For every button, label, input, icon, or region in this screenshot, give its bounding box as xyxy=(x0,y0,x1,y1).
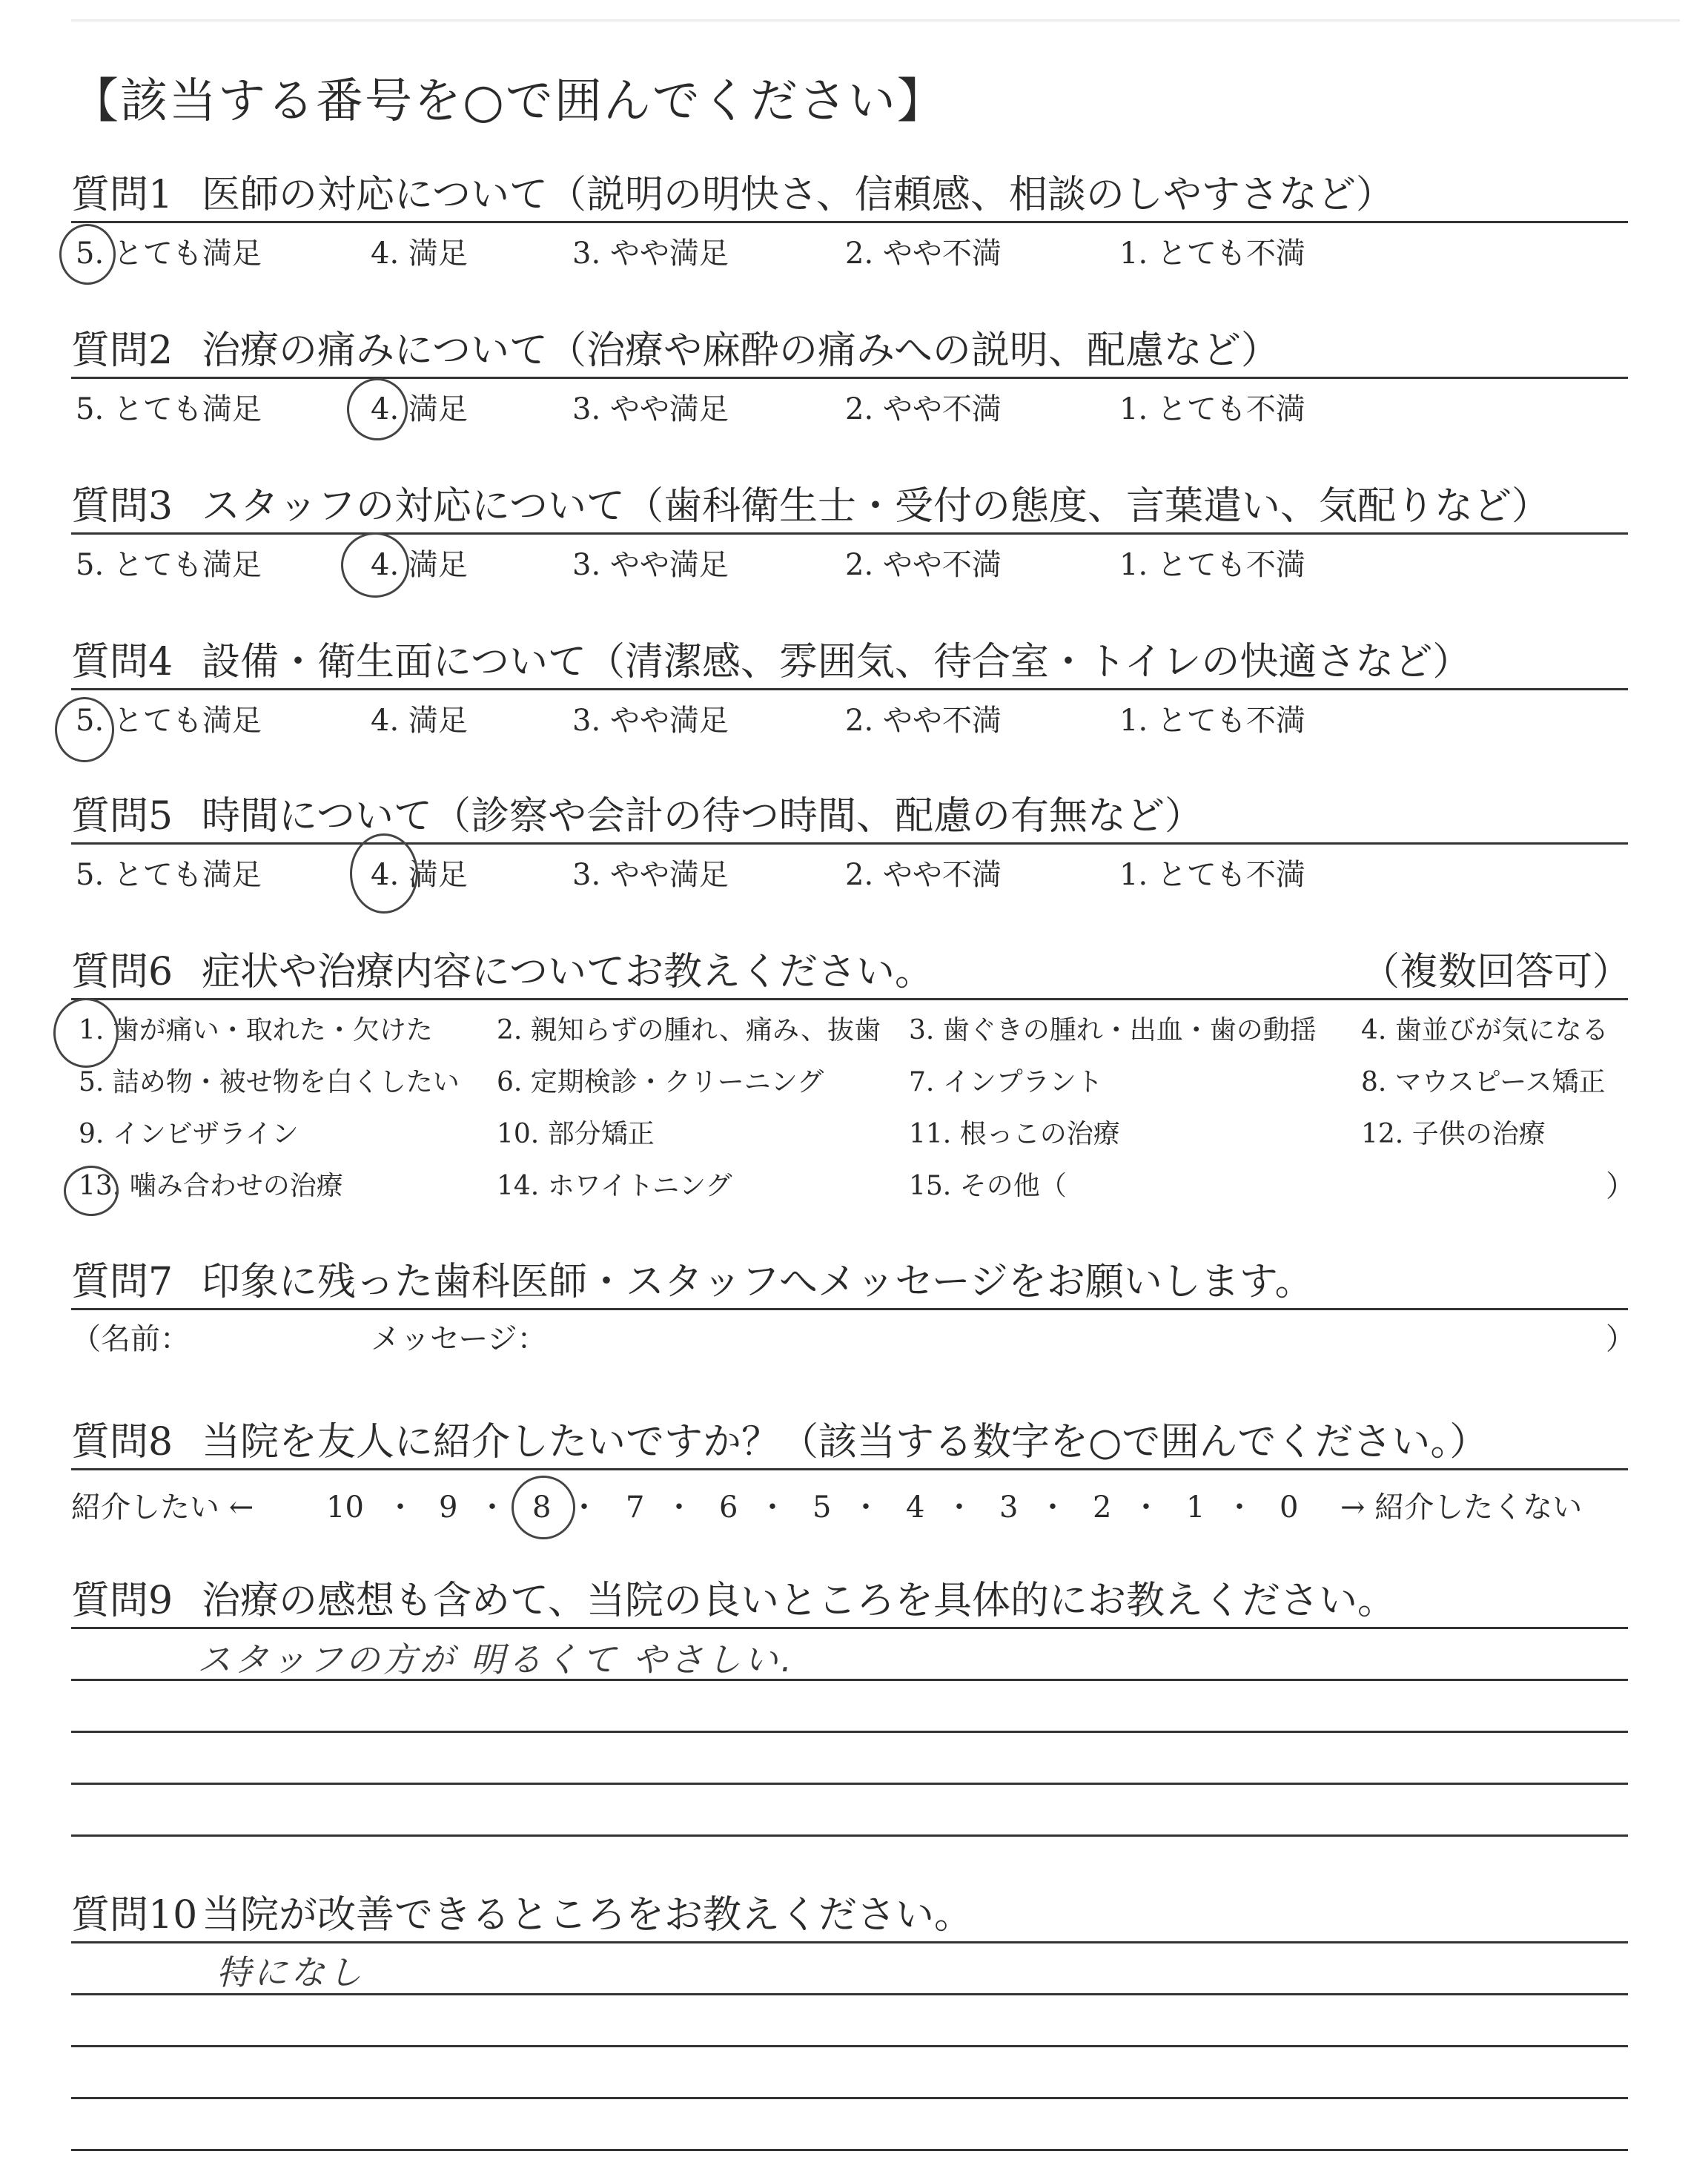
symptom-option-4[interactable]: 4. 歯並びが気になる xyxy=(1361,1015,1609,1046)
answer-rule xyxy=(71,1308,1628,1310)
symptom-option-13[interactable]: 13. 噛み合わせの治療 xyxy=(79,1171,343,1201)
question-2 xyxy=(71,325,1628,480)
selection-circle xyxy=(53,998,119,1068)
option-4[interactable]: 4. 満足 xyxy=(371,704,468,738)
other-close-paren: ） xyxy=(1606,1169,1635,1203)
question-number: 質問3 xyxy=(71,484,173,529)
option-5[interactable]: 5. とても満足 xyxy=(76,392,262,426)
option-3[interactable]: 3. やや満足 xyxy=(572,548,729,582)
question-number: 質問4 xyxy=(71,640,173,684)
option-1[interactable]: 1. とても不満 xyxy=(1119,548,1305,582)
option-3[interactable]: 3. やや満足 xyxy=(572,237,729,271)
multiple-answers-note: （複数回答可） xyxy=(1361,950,1632,994)
option-4[interactable]: 4. 満足 xyxy=(371,392,468,426)
answer-rule xyxy=(71,1468,1628,1470)
selection-circle xyxy=(347,378,408,440)
question-9 xyxy=(71,1575,1628,1857)
message-label: メッセージ： xyxy=(371,1322,547,1356)
question-number: 質問5 xyxy=(71,794,173,839)
question-number: 質問10 xyxy=(71,1893,198,1938)
scale-10[interactable]: 10 xyxy=(326,1490,364,1525)
question-9-heading xyxy=(71,1575,1396,1627)
question-text: 印象に残った歯科医師・スタッフへメッセージをお願いします。 xyxy=(202,1260,1314,1304)
answer-rule xyxy=(71,998,1628,1000)
scale-separator: ・ xyxy=(477,1490,507,1525)
option-3[interactable]: 3. やや満足 xyxy=(572,858,729,892)
symptom-option-9[interactable]: 9. インビザライン xyxy=(79,1119,299,1149)
selection-circle xyxy=(512,1476,575,1539)
scale-separator: ・ xyxy=(664,1490,694,1525)
question-3-heading xyxy=(71,480,1550,532)
option-3[interactable]: 3. やや満足 xyxy=(572,704,729,738)
question-number: 質問9 xyxy=(71,1579,173,1623)
answer-rule xyxy=(71,688,1628,690)
answer-line xyxy=(71,1731,1628,1733)
selection-circle xyxy=(55,697,114,762)
answer-line xyxy=(71,1834,1628,1837)
scale-6[interactable]: 6 xyxy=(719,1490,738,1525)
question-text: 時間について（診察や会計の待つ時間、配慮の有無など） xyxy=(202,794,1203,839)
scale-right-label: → 紹介したくない xyxy=(1340,1490,1583,1525)
question-7 xyxy=(71,1256,1635,1412)
question-2-heading xyxy=(71,325,1280,377)
question-text: スタッフの対応について（歯科衛生士・受付の態度、言葉遣い、気配りなど） xyxy=(202,484,1550,529)
scale-separator: ・ xyxy=(1131,1490,1161,1525)
question-6-heading xyxy=(71,946,1632,998)
answer-rule xyxy=(71,842,1628,845)
question-number: 質問7 xyxy=(71,1260,173,1304)
question-1 xyxy=(71,169,1628,325)
scale-separator: ・ xyxy=(569,1490,599,1525)
scale-1[interactable]: 1 xyxy=(1186,1490,1205,1525)
symptom-option-11[interactable]: 11. 根っこの治療 xyxy=(909,1119,1120,1149)
option-1[interactable]: 1. とても不満 xyxy=(1119,392,1305,426)
top-border xyxy=(71,19,1680,22)
scale-4[interactable]: 4 xyxy=(906,1490,925,1525)
page-title: 【該当する番号を○で囲んでください】 xyxy=(71,74,946,129)
question-8 xyxy=(71,1416,1628,1572)
question-number: 質問2 xyxy=(71,328,173,373)
scale-0[interactable]: 0 xyxy=(1280,1490,1299,1525)
question-7-heading xyxy=(71,1256,1314,1308)
option-5[interactable]: 5. とても満足 xyxy=(76,548,262,582)
symptom-option-5[interactable]: 5. 詰め物・被せ物を白くしたい xyxy=(79,1067,460,1097)
scale-separator: ・ xyxy=(385,1490,415,1525)
question-text: 設備・衛生面について（清潔感、雰囲気、待合室・トイレの快適さなど） xyxy=(202,640,1472,684)
scale-separator: ・ xyxy=(758,1490,787,1525)
symptom-option-8[interactable]: 8. マウスピース矯正 xyxy=(1361,1067,1606,1097)
question-text: 治療の感想も含めて、当院の良いところを具体的にお教えください。 xyxy=(202,1579,1396,1623)
answer-rule xyxy=(71,221,1628,223)
option-2[interactable]: 2. やや不満 xyxy=(845,392,1002,426)
option-2[interactable]: 2. やや不満 xyxy=(845,858,1002,892)
scale-3[interactable]: 3 xyxy=(999,1490,1019,1525)
symptom-option-15[interactable]: 15. その他（ xyxy=(909,1171,1067,1201)
symptom-option-7[interactable]: 7. インプラント xyxy=(909,1067,1103,1097)
scale-separator: ・ xyxy=(1225,1490,1254,1525)
answer-rule xyxy=(71,377,1628,379)
scale-8[interactable]: 8 xyxy=(532,1490,552,1525)
answer-line xyxy=(71,1941,1628,1943)
selection-circle xyxy=(59,224,116,285)
scale-separator: ・ xyxy=(851,1490,881,1525)
answer-line xyxy=(71,1627,1628,1629)
symptom-option-1[interactable]: 1. 歯が痛い・取れた・欠けた xyxy=(79,1015,433,1046)
question-number: 質問6 xyxy=(71,950,173,994)
scale-left-label: 紹介したい ← xyxy=(71,1490,254,1525)
symptom-option-10[interactable]: 10. 部分矯正 xyxy=(497,1119,655,1149)
option-5[interactable]: 5. とても満足 xyxy=(76,858,262,892)
scale-5[interactable]: 5 xyxy=(812,1490,832,1525)
question-6 xyxy=(71,946,1635,1221)
option-5[interactable]: 5. とても満足 xyxy=(76,704,262,738)
option-1[interactable]: 1. とても不満 xyxy=(1119,704,1305,738)
scale-separator: ・ xyxy=(944,1490,974,1525)
option-4[interactable]: 4. 満足 xyxy=(371,548,468,582)
question-number: 質問8 xyxy=(71,1420,173,1464)
name-label: （名前： xyxy=(71,1322,190,1356)
question-text: 当院を友人に紹介したいですか？（該当する数字を○で囲んでください。） xyxy=(202,1420,1489,1464)
handwritten-answer: スタッフの方が 明るくて やさしい. xyxy=(197,1639,795,1680)
selection-circle xyxy=(64,1166,119,1216)
message-close-paren: ） xyxy=(1606,1322,1635,1356)
option-2[interactable]: 2. やや不満 xyxy=(845,548,1002,582)
option-2[interactable]: 2. やや不満 xyxy=(845,704,1002,738)
option-3[interactable]: 3. やや満足 xyxy=(572,392,729,426)
answer-line xyxy=(71,2149,1628,2151)
question-10 xyxy=(71,1889,1628,2160)
symptom-option-14[interactable]: 14. ホワイトニング xyxy=(497,1171,732,1201)
question-text: 医師の対応について（説明の明快さ、信頼感、相談のしやすさなど） xyxy=(202,173,1394,217)
option-2[interactable]: 2. やや不満 xyxy=(845,237,1002,271)
option-5[interactable]: 5. とても満足 xyxy=(76,237,262,271)
option-4[interactable]: 4. 満足 xyxy=(371,237,468,271)
question-text: 当院が改善できるところをお教えください。 xyxy=(202,1893,973,1938)
answer-line xyxy=(71,1783,1628,1785)
answer-line xyxy=(71,2045,1628,2047)
scale-separator: ・ xyxy=(1038,1490,1068,1525)
question-5-heading xyxy=(71,790,1203,842)
option-1[interactable]: 1. とても不満 xyxy=(1119,237,1305,271)
question-10-heading xyxy=(71,1889,973,1941)
selection-circle xyxy=(350,833,418,914)
question-5 xyxy=(71,790,1628,946)
selection-circle xyxy=(341,532,409,598)
answer-line xyxy=(71,2097,1628,2099)
question-number: 質問1 xyxy=(71,173,173,217)
answer-rule xyxy=(71,532,1628,535)
option-1[interactable]: 1. とても不満 xyxy=(1119,858,1305,892)
question-4 xyxy=(71,636,1628,792)
question-1-heading xyxy=(71,169,1394,221)
question-3 xyxy=(71,480,1628,636)
question-4-heading xyxy=(71,636,1471,688)
symptom-option-12[interactable]: 12. 子供の治療 xyxy=(1361,1119,1546,1149)
question-8-heading xyxy=(71,1416,1488,1468)
handwritten-answer: 特になし xyxy=(216,1952,365,1992)
option-4[interactable]: 4. 満足 xyxy=(371,858,468,892)
scale-2[interactable]: 2 xyxy=(1093,1490,1112,1525)
question-text: 治療の痛みについて（治療や麻酔の痛みへの説明、配慮など） xyxy=(202,328,1280,373)
symptom-option-6[interactable]: 6. 定期検診・クリーニング xyxy=(497,1067,824,1097)
symptom-option-2[interactable]: 2. 親知らずの腫れ、痛み、抜歯 xyxy=(497,1015,881,1046)
scale-9[interactable]: 9 xyxy=(439,1490,458,1525)
symptom-option-3[interactable]: 3. 歯ぐきの腫れ・出血・歯の動揺 xyxy=(909,1015,1317,1046)
scale-7[interactable]: 7 xyxy=(626,1490,645,1525)
question-text: 症状や治療内容についてお教えください。 xyxy=(202,950,933,994)
